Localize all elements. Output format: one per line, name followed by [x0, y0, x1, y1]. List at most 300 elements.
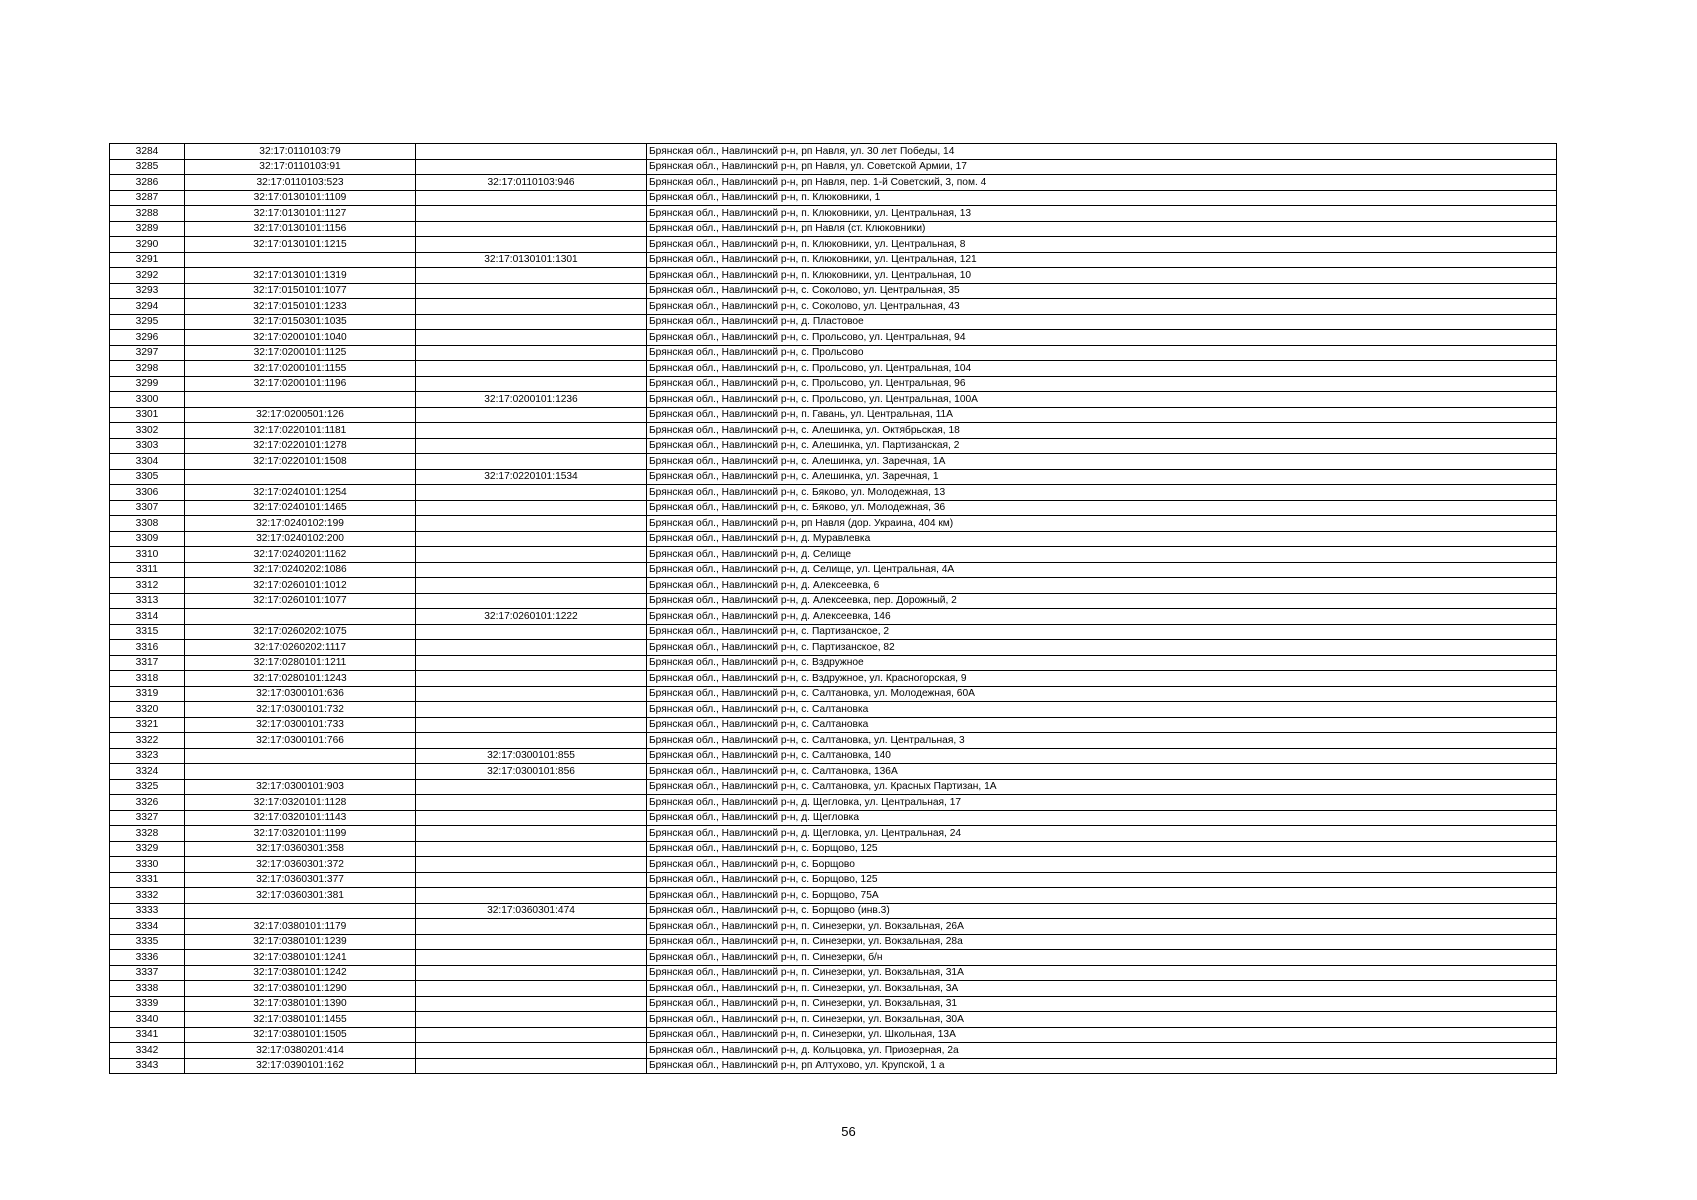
address-cell: Брянская обл., Навлинский р-н, д. Алексеевка, 6 [647, 578, 1557, 594]
cadastral-number-cell: 32:17:0130101:1127 [185, 206, 416, 222]
row-number-cell: 3330 [110, 857, 185, 873]
table-row [110, 485, 1557, 501]
table-row [110, 950, 1557, 966]
table-row [110, 516, 1557, 532]
row-number-cell: 3301 [110, 407, 185, 423]
address-cell: Брянская обл., Навлинский р-н, с. Алешинка, ул. Партизанская, 2 [647, 438, 1557, 454]
related-cadastral-number-cell [416, 826, 647, 842]
row-number-cell: 3328 [110, 826, 185, 842]
address-cell: Брянская обл., Навлинский р-н, с. Алешинка, ул. Заречная, 1А [647, 454, 1557, 470]
row-number-cell: 3337 [110, 965, 185, 981]
cadastral-number-cell: 32:17:0320101:1128 [185, 795, 416, 811]
cadastral-number-cell: 32:17:0280101:1243 [185, 671, 416, 687]
row-number-cell: 3317 [110, 655, 185, 671]
row-number-cell: 3313 [110, 593, 185, 609]
address-cell: Брянская обл., Навлинский р-н, с. Борщово [647, 857, 1557, 873]
table-row [110, 779, 1557, 795]
table-row [110, 345, 1557, 361]
row-number-cell: 3320 [110, 702, 185, 718]
row-number-cell: 3285 [110, 159, 185, 175]
table-row [110, 1058, 1557, 1074]
address-cell: Брянская обл., Навлинский р-н, с. Алешинка, ул. Заречная, 1 [647, 469, 1557, 485]
table-row [110, 624, 1557, 640]
table-row [110, 702, 1557, 718]
related-cadastral-number-cell [416, 810, 647, 826]
row-number-cell: 3308 [110, 516, 185, 532]
table-row [110, 407, 1557, 423]
cadastral-number-cell: 32:17:0260202:1117 [185, 640, 416, 656]
table-row [110, 996, 1557, 1012]
cadastral-number-cell: 32:17:0200101:1155 [185, 361, 416, 377]
address-cell: Брянская обл., Навлинский р-н, п. Синезерки, ул. Вокзальная, 3А [647, 981, 1557, 997]
cadastral-number-cell [185, 609, 416, 625]
cadastral-number-cell: 32:17:0220101:1508 [185, 454, 416, 470]
cadastral-number-cell: 32:17:0300101:732 [185, 702, 416, 718]
address-cell: Брянская обл., Навлинский р-н, п. Синезерки, ул. Школьная, 13А [647, 1027, 1557, 1043]
related-cadastral-number-cell [416, 268, 647, 284]
address-cell: Брянская обл., Навлинский р-н, рп Алтухово, ул. Крупской, 1 а [647, 1058, 1557, 1074]
address-cell: Брянская обл., Навлинский р-н, с. Прольсово [647, 345, 1557, 361]
cadastral-number-cell [185, 469, 416, 485]
cadastral-number-cell: 32:17:0130101:1319 [185, 268, 416, 284]
table-row [110, 857, 1557, 873]
row-number-cell: 3318 [110, 671, 185, 687]
related-cadastral-number-cell [416, 981, 647, 997]
row-number-cell: 3332 [110, 888, 185, 904]
row-number-cell: 3293 [110, 283, 185, 299]
row-number-cell: 3298 [110, 361, 185, 377]
row-number-cell: 3292 [110, 268, 185, 284]
table-row [110, 903, 1557, 919]
address-cell: Брянская обл., Навлинский р-н, п. Синезерки, ул. Вокзальная, 30А [647, 1012, 1557, 1028]
table-row [110, 330, 1557, 346]
table-row [110, 841, 1557, 857]
address-cell: Брянская обл., Навлинский р-н, д. Щегловка, ул. Центральная, 24 [647, 826, 1557, 842]
related-cadastral-number-cell [416, 996, 647, 1012]
cadastral-number-cell: 32:17:0380101:1239 [185, 934, 416, 950]
cadastral-number-cell: 32:17:0110103:91 [185, 159, 416, 175]
row-number-cell: 3296 [110, 330, 185, 346]
related-cadastral-number-cell [416, 655, 647, 671]
related-cadastral-number-cell [416, 919, 647, 935]
table-row [110, 299, 1557, 315]
cadastral-number-cell: 32:17:0380101:1390 [185, 996, 416, 1012]
cadastral-number-cell: 32:17:0380101:1179 [185, 919, 416, 935]
cadastral-number-cell: 32:17:0360301:372 [185, 857, 416, 873]
cadastral-number-cell: 32:17:0240101:1254 [185, 485, 416, 501]
row-number-cell: 3335 [110, 934, 185, 950]
address-cell: Брянская обл., Навлинский р-н, с. Салтановка [647, 702, 1557, 718]
address-cell: Брянская обл., Навлинский р-н, рп Навля, ул. 30 лет Победы, 14 [647, 144, 1557, 160]
cadastral-number-cell: 32:17:0240102:200 [185, 531, 416, 547]
address-cell: Брянская обл., Навлинский р-н, с. Бяково, ул. Молодежная, 13 [647, 485, 1557, 501]
row-number-cell: 3322 [110, 733, 185, 749]
related-cadastral-number-cell [416, 624, 647, 640]
related-cadastral-number-cell [416, 407, 647, 423]
related-cadastral-number-cell [416, 965, 647, 981]
table-row [110, 531, 1557, 547]
table-row [110, 810, 1557, 826]
table-row [110, 438, 1557, 454]
cadastral-number-cell: 32:17:0380101:1505 [185, 1027, 416, 1043]
address-cell: Брянская обл., Навлинский р-н, с. Алешинка, ул. Октябрьская, 18 [647, 423, 1557, 439]
row-number-cell: 3343 [110, 1058, 185, 1074]
table-row [110, 469, 1557, 485]
address-cell: Брянская обл., Навлинский р-н, д. Селище [647, 547, 1557, 563]
cadastral-number-cell: 32:17:0300101:636 [185, 686, 416, 702]
row-number-cell: 3287 [110, 190, 185, 206]
row-number-cell: 3333 [110, 903, 185, 919]
row-number-cell: 3315 [110, 624, 185, 640]
registry-table-body [110, 144, 1557, 1074]
related-cadastral-number-cell [416, 950, 647, 966]
row-number-cell: 3307 [110, 500, 185, 516]
address-cell: Брянская обл., Навлинский р-н, п. Синезерки, ул. Вокзальная, 26А [647, 919, 1557, 935]
address-cell: Брянская обл., Навлинский р-н, п. Синезерки, ул. Вокзальная, 28а [647, 934, 1557, 950]
row-number-cell: 3319 [110, 686, 185, 702]
table-row [110, 314, 1557, 330]
related-cadastral-number-cell [416, 547, 647, 563]
related-cadastral-number-cell [416, 314, 647, 330]
related-cadastral-number-cell [416, 872, 647, 888]
address-cell: Брянская обл., Навлинский р-н, п. Клюковники, ул. Центральная, 13 [647, 206, 1557, 222]
row-number-cell: 3339 [110, 996, 185, 1012]
cadastral-number-cell: 32:17:0200501:126 [185, 407, 416, 423]
related-cadastral-number-cell: 32:17:0110103:946 [416, 175, 647, 191]
related-cadastral-number-cell [416, 888, 647, 904]
row-number-cell: 3300 [110, 392, 185, 408]
table-row [110, 671, 1557, 687]
cadastral-number-cell: 32:17:0320101:1199 [185, 826, 416, 842]
row-number-cell: 3297 [110, 345, 185, 361]
table-row [110, 175, 1557, 191]
address-cell: Брянская обл., Навлинский р-н, п. Клюковники, ул. Центральная, 121 [647, 252, 1557, 268]
row-number-cell: 3294 [110, 299, 185, 315]
address-cell: Брянская обл., Навлинский р-н, с. Партизанское, 82 [647, 640, 1557, 656]
table-row [110, 361, 1557, 377]
cadastral-number-cell: 32:17:0360301:377 [185, 872, 416, 888]
table-row [110, 159, 1557, 175]
cadastral-number-cell: 32:17:0110103:79 [185, 144, 416, 160]
cadastral-number-cell: 32:17:0300101:766 [185, 733, 416, 749]
row-number-cell: 3309 [110, 531, 185, 547]
related-cadastral-number-cell [416, 345, 647, 361]
row-number-cell: 3324 [110, 764, 185, 780]
table-row [110, 965, 1557, 981]
related-cadastral-number-cell [416, 733, 647, 749]
address-cell: Брянская обл., Навлинский р-н, д. Селище, ул. Центральная, 4А [647, 562, 1557, 578]
related-cadastral-number-cell [416, 593, 647, 609]
table-row [110, 423, 1557, 439]
cadastral-number-cell: 32:17:0260202:1075 [185, 624, 416, 640]
table-row [110, 562, 1557, 578]
row-number-cell: 3334 [110, 919, 185, 935]
cadastral-number-cell: 32:17:0280101:1211 [185, 655, 416, 671]
row-number-cell: 3336 [110, 950, 185, 966]
cadastral-number-cell [185, 252, 416, 268]
address-cell: Брянская обл., Навлинский р-н, п. Синезерки, б/н [647, 950, 1557, 966]
row-number-cell: 3338 [110, 981, 185, 997]
row-number-cell: 3310 [110, 547, 185, 563]
address-cell: Брянская обл., Навлинский р-н, рп Навля, ул. Советской Армии, 17 [647, 159, 1557, 175]
table-row [110, 1027, 1557, 1043]
table-row [110, 268, 1557, 284]
address-cell: Брянская обл., Навлинский р-н, с. Салтановка, 136А [647, 764, 1557, 780]
related-cadastral-number-cell [416, 779, 647, 795]
address-cell: Брянская обл., Навлинский р-н, д. Алексеевка, 146 [647, 609, 1557, 625]
cadastral-number-cell: 32:17:0150101:1233 [185, 299, 416, 315]
related-cadastral-number-cell [416, 283, 647, 299]
related-cadastral-number-cell [416, 841, 647, 857]
cadastral-number-cell: 32:17:0380101:1241 [185, 950, 416, 966]
row-number-cell: 3284 [110, 144, 185, 160]
row-number-cell: 3340 [110, 1012, 185, 1028]
cadastral-number-cell: 32:17:0150101:1077 [185, 283, 416, 299]
table-row [110, 1012, 1557, 1028]
related-cadastral-number-cell [416, 1043, 647, 1059]
row-number-cell: 3290 [110, 237, 185, 253]
row-number-cell: 3311 [110, 562, 185, 578]
related-cadastral-number-cell [416, 361, 647, 377]
related-cadastral-number-cell [416, 717, 647, 733]
table-row [110, 919, 1557, 935]
address-cell: Брянская обл., Навлинский р-н, д. Алексеевка, пер. Дорожный, 2 [647, 593, 1557, 609]
row-number-cell: 3321 [110, 717, 185, 733]
address-cell: Брянская обл., Навлинский р-н, с. Борщово, 125 [647, 841, 1557, 857]
related-cadastral-number-cell [416, 562, 647, 578]
row-number-cell: 3327 [110, 810, 185, 826]
table-row [110, 593, 1557, 609]
address-cell: Брянская обл., Навлинский р-н, с. Борщово, 75А [647, 888, 1557, 904]
row-number-cell: 3305 [110, 469, 185, 485]
row-number-cell: 3312 [110, 578, 185, 594]
table-row [110, 376, 1557, 392]
address-cell: Брянская обл., Навлинский р-н, д. Щегловка, ул. Центральная, 17 [647, 795, 1557, 811]
related-cadastral-number-cell [416, 423, 647, 439]
address-cell: Брянская обл., Навлинский р-н, с. Соколово, ул. Центральная, 43 [647, 299, 1557, 315]
address-cell: Брянская обл., Навлинский р-н, с. Бяково, ул. Молодежная, 36 [647, 500, 1557, 516]
table-row [110, 764, 1557, 780]
related-cadastral-number-cell: 32:17:0300101:856 [416, 764, 647, 780]
related-cadastral-number-cell [416, 795, 647, 811]
cadastral-number-cell: 32:17:0200101:1196 [185, 376, 416, 392]
related-cadastral-number-cell [416, 237, 647, 253]
table-row [110, 237, 1557, 253]
row-number-cell: 3341 [110, 1027, 185, 1043]
address-cell: Брянская обл., Навлинский р-н, с. Партизанское, 2 [647, 624, 1557, 640]
cadastral-number-cell: 32:17:0200101:1040 [185, 330, 416, 346]
related-cadastral-number-cell [416, 500, 647, 516]
row-number-cell: 3342 [110, 1043, 185, 1059]
related-cadastral-number-cell: 32:17:0200101:1236 [416, 392, 647, 408]
address-cell: Брянская обл., Навлинский р-н, д. Кольцовка, ул. Приозерная, 2а [647, 1043, 1557, 1059]
table-row [110, 981, 1557, 997]
related-cadastral-number-cell [416, 702, 647, 718]
address-cell: Брянская обл., Навлинский р-н, с. Салтановка, 140 [647, 748, 1557, 764]
table-row [110, 283, 1557, 299]
cadastral-number-cell: 32:17:0260101:1077 [185, 593, 416, 609]
row-number-cell: 3288 [110, 206, 185, 222]
table-row [110, 144, 1557, 160]
cadastral-number-cell: 32:17:0260101:1012 [185, 578, 416, 594]
cadastral-number-cell: 32:17:0240201:1162 [185, 547, 416, 563]
table-row [110, 547, 1557, 563]
cadastral-number-cell: 32:17:0300101:903 [185, 779, 416, 795]
related-cadastral-number-cell [416, 857, 647, 873]
address-cell: Брянская обл., Навлинский р-н, с. Прольсово, ул. Центральная, 94 [647, 330, 1557, 346]
related-cadastral-number-cell [416, 578, 647, 594]
address-cell: Брянская обл., Навлинский р-н, д. Муравлевка [647, 531, 1557, 547]
address-cell: Брянская обл., Навлинский р-н, с. Салтановка [647, 717, 1557, 733]
row-number-cell: 3323 [110, 748, 185, 764]
table-row [110, 733, 1557, 749]
table-row [110, 392, 1557, 408]
address-cell: Брянская обл., Навлинский р-н, с. Прольсово, ул. Центральная, 100А [647, 392, 1557, 408]
address-cell: Брянская обл., Навлинский р-н, п. Синезерки, ул. Вокзальная, 31А [647, 965, 1557, 981]
cadastral-number-cell: 32:17:0360301:381 [185, 888, 416, 904]
cadastral-number-cell: 32:17:0380101:1455 [185, 1012, 416, 1028]
row-number-cell: 3329 [110, 841, 185, 857]
related-cadastral-number-cell [416, 454, 647, 470]
table-row [110, 826, 1557, 842]
cadastral-number-cell: 32:17:0390101:162 [185, 1058, 416, 1074]
cadastral-number-cell: 32:17:0240202:1086 [185, 562, 416, 578]
cadastral-number-cell: 32:17:0220101:1181 [185, 423, 416, 439]
address-cell: Брянская обл., Навлинский р-н, п. Гавань, ул. Центральная, 11А [647, 407, 1557, 423]
cadastral-number-cell: 32:17:0360301:358 [185, 841, 416, 857]
row-number-cell: 3306 [110, 485, 185, 501]
address-cell: Брянская обл., Навлинский р-н, рп Навля (дор. Украина, 404 км) [647, 516, 1557, 532]
related-cadastral-number-cell [416, 671, 647, 687]
address-cell: Брянская обл., Навлинский р-н, д. Пластовое [647, 314, 1557, 330]
related-cadastral-number-cell [416, 330, 647, 346]
cadastral-number-cell: 32:17:0240101:1465 [185, 500, 416, 516]
related-cadastral-number-cell [416, 516, 647, 532]
table-row [110, 609, 1557, 625]
cadastral-number-cell: 32:17:0300101:733 [185, 717, 416, 733]
table-row [110, 717, 1557, 733]
cadastral-number-cell [185, 764, 416, 780]
cadastral-number-cell: 32:17:0200101:1125 [185, 345, 416, 361]
row-number-cell: 3295 [110, 314, 185, 330]
related-cadastral-number-cell [416, 640, 647, 656]
table-row [110, 640, 1557, 656]
row-number-cell: 3326 [110, 795, 185, 811]
cadastral-number-cell: 32:17:0240102:199 [185, 516, 416, 532]
related-cadastral-number-cell [416, 159, 647, 175]
row-number-cell: 3299 [110, 376, 185, 392]
address-cell: Брянская обл., Навлинский р-н, д. Щегловка [647, 810, 1557, 826]
cadastral-number-cell: 32:17:0130101:1215 [185, 237, 416, 253]
row-number-cell: 3289 [110, 221, 185, 237]
cadastral-number-cell: 32:17:0380101:1242 [185, 965, 416, 981]
related-cadastral-number-cell: 32:17:0360301:474 [416, 903, 647, 919]
cadastral-number-cell: 32:17:0130101:1109 [185, 190, 416, 206]
table-row [110, 872, 1557, 888]
related-cadastral-number-cell: 32:17:0300101:855 [416, 748, 647, 764]
table-row [110, 795, 1557, 811]
address-cell: Брянская обл., Навлинский р-н, п. Клюковники, 1 [647, 190, 1557, 206]
cadastral-number-cell [185, 392, 416, 408]
address-cell: Брянская обл., Навлинский р-н, с. Салтановка, ул. Красных Партизан, 1А [647, 779, 1557, 795]
table-row [110, 252, 1557, 268]
row-number-cell: 3302 [110, 423, 185, 439]
address-cell: Брянская обл., Навлинский р-н, с. Соколово, ул. Центральная, 35 [647, 283, 1557, 299]
cadastral-number-cell: 32:17:0220101:1278 [185, 438, 416, 454]
cadastral-number-cell: 32:17:0110103:523 [185, 175, 416, 191]
related-cadastral-number-cell [416, 299, 647, 315]
address-cell: Брянская обл., Навлинский р-н, с. Борщово, 125 [647, 872, 1557, 888]
table-row [110, 221, 1557, 237]
related-cadastral-number-cell [416, 934, 647, 950]
cadastral-number-cell [185, 748, 416, 764]
related-cadastral-number-cell [416, 1012, 647, 1028]
cadastral-number-cell: 32:17:0320101:1143 [185, 810, 416, 826]
row-number-cell: 3286 [110, 175, 185, 191]
row-number-cell: 3303 [110, 438, 185, 454]
address-cell: Брянская обл., Навлинский р-н, с. Салтановка, ул. Центральная, 3 [647, 733, 1557, 749]
cadastral-number-cell: 32:17:0130101:1156 [185, 221, 416, 237]
cadastral-number-cell [185, 903, 416, 919]
table-row [110, 655, 1557, 671]
registry-table [109, 143, 1557, 1074]
address-cell: Брянская обл., Навлинский р-н, с. Борщово (инв.3) [647, 903, 1557, 919]
table-row [110, 888, 1557, 904]
address-cell: Брянская обл., Навлинский р-н, с. Вздружное, ул. Красногорская, 9 [647, 671, 1557, 687]
row-number-cell: 3291 [110, 252, 185, 268]
table-row [110, 454, 1557, 470]
related-cadastral-number-cell [416, 144, 647, 160]
address-cell: Брянская обл., Навлинский р-н, п. Синезерки, ул. Вокзальная, 31 [647, 996, 1557, 1012]
table-row [110, 934, 1557, 950]
related-cadastral-number-cell [416, 376, 647, 392]
table-row [110, 500, 1557, 516]
address-cell: Брянская обл., Навлинский р-н, с. Вздружное [647, 655, 1557, 671]
address-cell: Брянская обл., Навлинский р-н, рп Навля (ст. Клюковники) [647, 221, 1557, 237]
row-number-cell: 3331 [110, 872, 185, 888]
address-cell: Брянская обл., Навлинский р-н, п. Клюковники, ул. Центральная, 8 [647, 237, 1557, 253]
table-row [110, 190, 1557, 206]
cadastral-number-cell: 32:17:0380201:414 [185, 1043, 416, 1059]
related-cadastral-number-cell [416, 485, 647, 501]
table-row [110, 206, 1557, 222]
row-number-cell: 3304 [110, 454, 185, 470]
row-number-cell: 3325 [110, 779, 185, 795]
table-row [110, 1043, 1557, 1059]
table-row [110, 578, 1557, 594]
related-cadastral-number-cell [416, 1027, 647, 1043]
related-cadastral-number-cell [416, 438, 647, 454]
cadastral-number-cell: 32:17:0150301:1035 [185, 314, 416, 330]
related-cadastral-number-cell [416, 221, 647, 237]
related-cadastral-number-cell [416, 206, 647, 222]
address-cell: Брянская обл., Навлинский р-н, с. Прольсово, ул. Центральная, 104 [647, 361, 1557, 377]
table-row [110, 686, 1557, 702]
related-cadastral-number-cell [416, 531, 647, 547]
related-cadastral-number-cell: 32:17:0260101:1222 [416, 609, 647, 625]
related-cadastral-number-cell: 32:17:0220101:1534 [416, 469, 647, 485]
related-cadastral-number-cell: 32:17:0130101:1301 [416, 252, 647, 268]
related-cadastral-number-cell [416, 686, 647, 702]
address-cell: Брянская обл., Навлинский р-н, рп Навля, пер. 1-й Советский, 3, пом. 4 [647, 175, 1557, 191]
page-number: 56 [841, 1124, 856, 1139]
cadastral-number-cell: 32:17:0380101:1290 [185, 981, 416, 997]
related-cadastral-number-cell [416, 1058, 647, 1074]
related-cadastral-number-cell [416, 190, 647, 206]
address-cell: Брянская обл., Навлинский р-н, п. Клюковники, ул. Центральная, 10 [647, 268, 1557, 284]
address-cell: Брянская обл., Навлинский р-н, с. Прольсово, ул. Центральная, 96 [647, 376, 1557, 392]
row-number-cell: 3316 [110, 640, 185, 656]
